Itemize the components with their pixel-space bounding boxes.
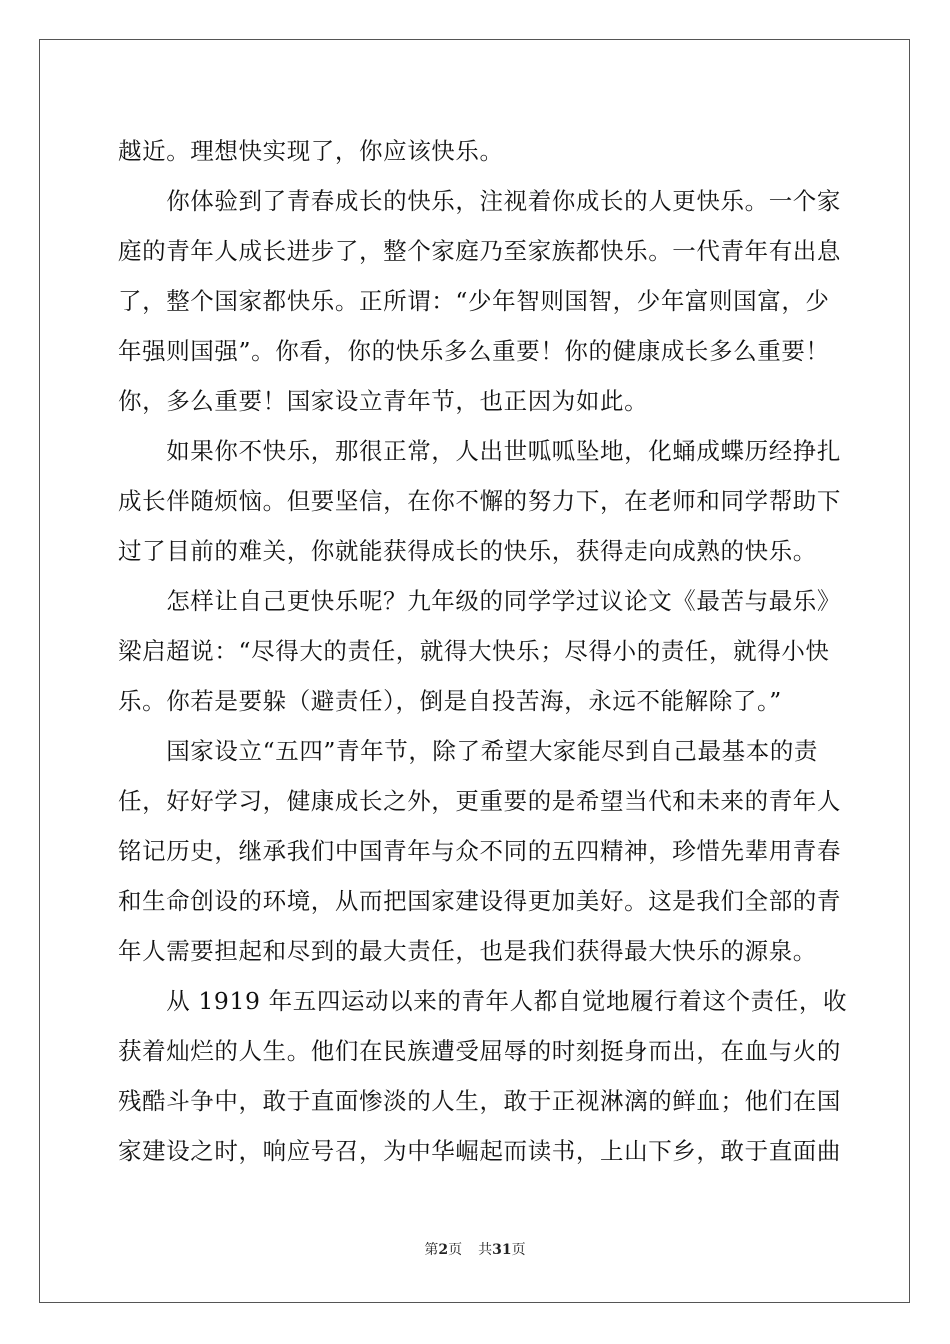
page-indicator: [424, 1242, 462, 1258]
text-line: 怎样让自己更快乐呢？九年级的同学学过议论文《最苦与最乐》: [118, 587, 841, 615]
document-body: [118, 126, 848, 1176]
text-line: 铭记历史，继承我们中国青年与众不同的五四精神，珍惜先辈用青春: [118, 837, 841, 865]
total-pages-indicator: [478, 1242, 525, 1258]
text-line: 庭的青年人成长进步了，整个家庭乃至家族都快乐。一代青年有出息: [118, 237, 841, 265]
text-line: 任，好好学习，健康成长之外，更重要的是希望当代和未来的青年人: [118, 787, 841, 815]
page-prefix: 第: [424, 1242, 439, 1258]
page-number: 2: [438, 1242, 449, 1258]
page-footer: [0, 1240, 950, 1260]
text-line: 家建设之时，响应号召，为中华崛起而读书，上山下乡，敢于直面曲: [118, 1137, 841, 1165]
text-line: 梁启超说：“尽得大的责任，就得大快乐；尽得小的责任，就得小快: [118, 637, 830, 665]
text-line: 残酷斗争中，敢于直面惨淡的人生，敢于正视淋漓的鲜血；他们在国: [118, 1087, 841, 1115]
text-line: 你，多么重要！国家设立青年节，也正因为如此。: [118, 387, 649, 415]
text-line: 从 1919 年五四运动以来的青年人都自觉地履行着这个责任，收: [118, 987, 848, 1015]
text-line: 过了目前的难关，你就能获得成长的快乐，获得走向成熟的快乐。: [118, 537, 817, 565]
text-line: 成长伴随烦恼。但要坚信，在你不懈的努力下，在老师和同学帮助下: [118, 487, 841, 515]
total-prefix: 共: [478, 1242, 493, 1258]
text-line: 越近。理想快实现了，你应该快乐。: [118, 137, 504, 165]
text-line: 乐。你若是要躲（避责任），倒是自投苦海，永远不能解除了。”: [118, 687, 782, 715]
text-line: 获着灿烂的人生。他们在民族遭受屈辱的时刻挺身而出，在血与火的: [118, 1037, 841, 1065]
text-line: 国家设立“五四”青年节，除了希望大家能尽到自己最基本的责: [118, 737, 819, 765]
text-line: 了，整个国家都快乐。正所谓：“少年智则国智，少年富则国富，少: [118, 287, 830, 315]
total-suffix: 页: [511, 1242, 526, 1258]
text-line: 年强则国强”。你看，你的快乐多么重要！你的健康成长多么重要！: [118, 337, 830, 365]
page-suffix: 页: [448, 1242, 463, 1258]
text-line: 如果你不快乐，那很正常，人出世呱呱坠地，化蛹成蝶历经挣扎: [118, 437, 841, 465]
total-pages: 31: [492, 1242, 512, 1258]
text-line: 年人需要担起和尽到的最大责任，也是我们获得最大快乐的源泉。: [118, 937, 817, 965]
text-line: 和生命创设的环境，从而把国家建设得更加美好。这是我们全部的青: [118, 887, 841, 915]
text-line: 你体验到了青春成长的快乐，注视着你成长的人更快乐。一个家: [118, 187, 841, 215]
